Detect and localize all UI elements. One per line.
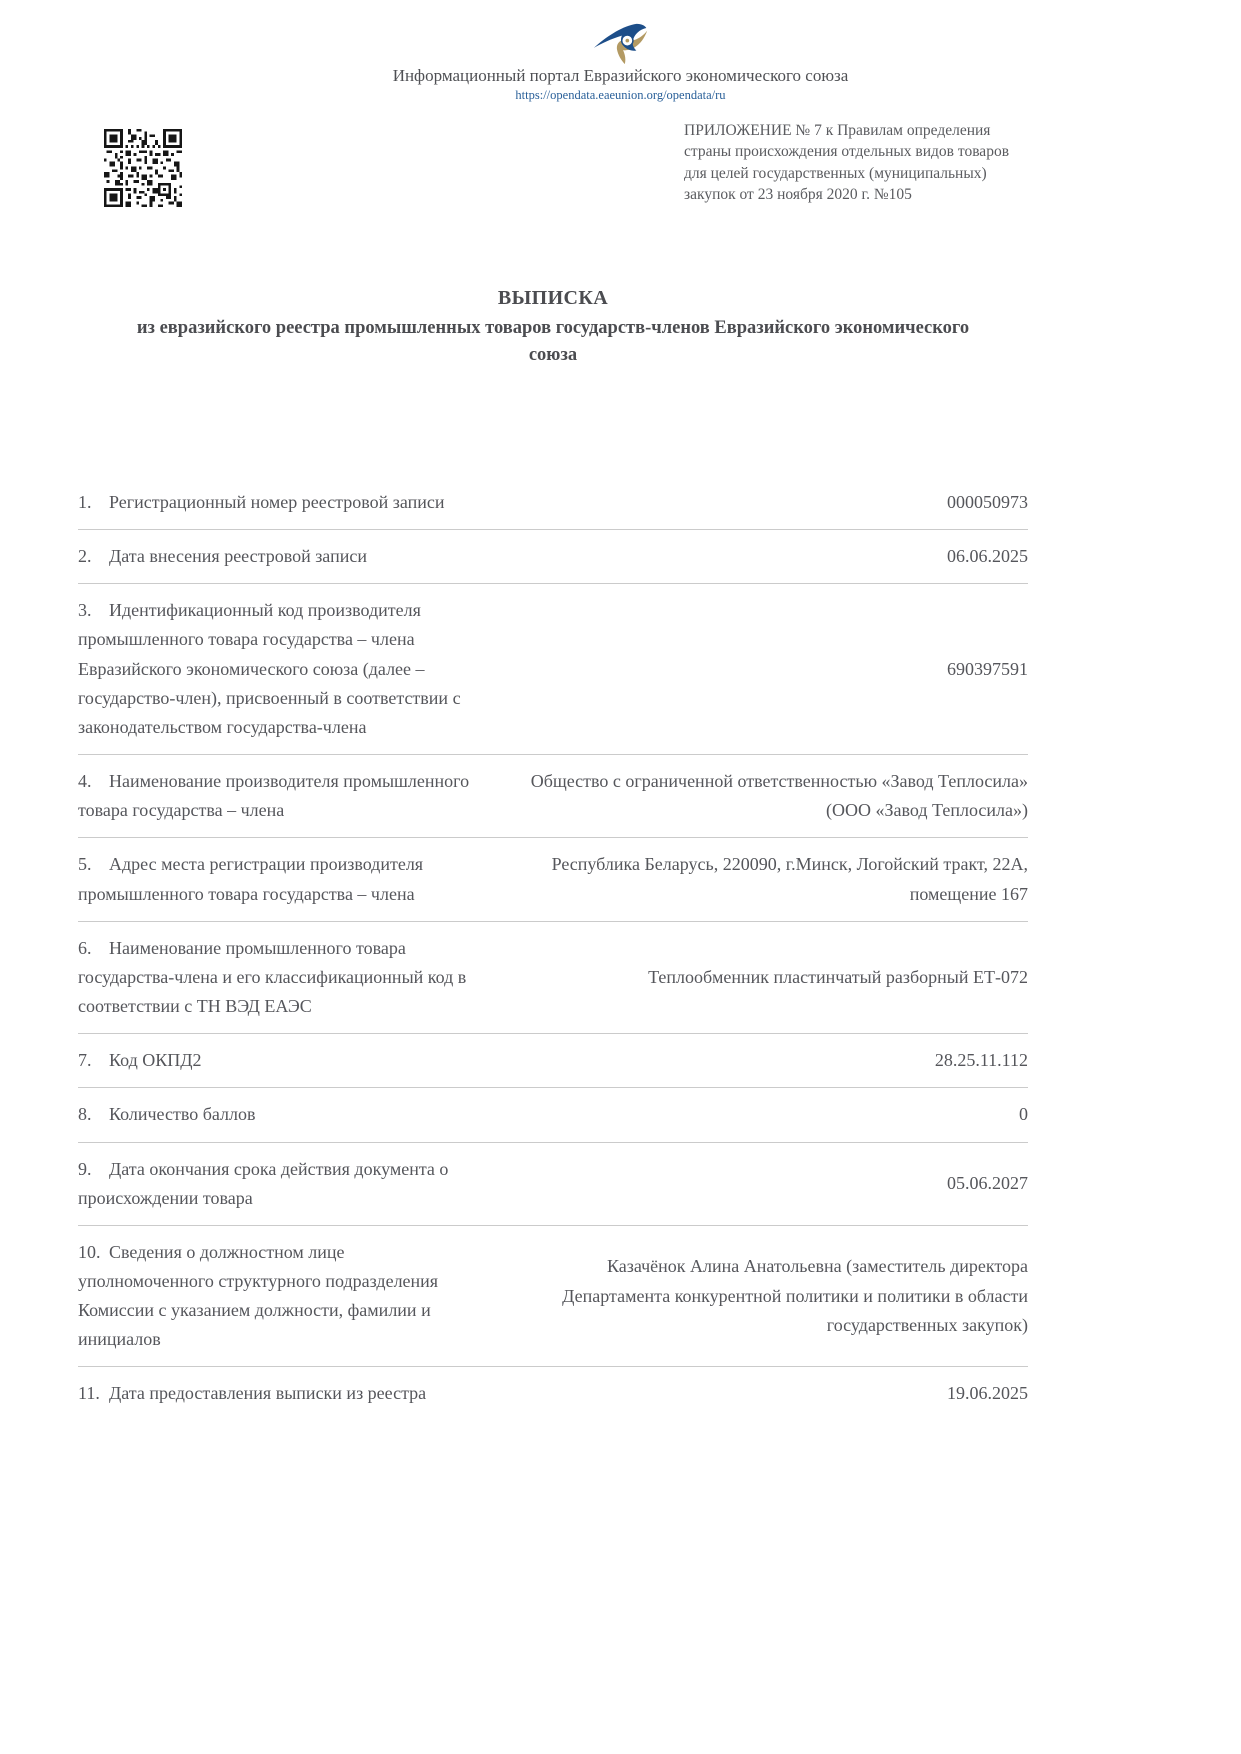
row-label-text: Дата окончания срока действия документа о происхождении товара (78, 1158, 449, 1208)
row-value: 0 (1019, 1104, 1028, 1125)
row-value: Казачёнок Алина Анатольевна (заместитель директора Департамента конкурентной политики и политики в области государственных закупок) (562, 1256, 1028, 1335)
table-row (78, 1226, 1028, 1368)
row-value: 06.06.2025 (947, 546, 1028, 567)
row-value: 000050973 (947, 492, 1028, 512)
row-value: 05.06.2027 (947, 1173, 1028, 1194)
appendix-note: ПРИЛОЖЕНИЕ № 7 к Правилам определения страны происхождения отдельных видов товаров для целей государственных (муниципальных) закупок от 23 ноября 2020 г. №105 (684, 122, 1010, 204)
table-row (78, 1367, 1028, 1420)
row-label-text: Наименование промышленного товара государства-члена и его классификационный код в соответствии с ТН ВЭД ЕАЭС (78, 937, 467, 1017)
table-row (78, 1034, 1028, 1088)
row-number: 11. (78, 1383, 100, 1404)
row-number: 4. (78, 771, 92, 792)
row-number: 7. (78, 1050, 92, 1071)
row-label-text: Регистрационный номер реестровой записи (109, 492, 445, 512)
table-row (78, 755, 1028, 838)
row-label-text: Сведения о должностном лице уполномоченного структурного подразделения Комиссии с указанием должности, фамилии и инициалов (78, 1241, 439, 1350)
row-label-text: Код ОКПД2 (109, 1050, 202, 1071)
row-label (78, 1238, 473, 1355)
row-number: 9. (78, 1158, 92, 1179)
brand-header (0, 18, 1241, 104)
row-label (78, 542, 473, 571)
row-number: 10. (78, 1241, 101, 1262)
row-value: Теплообменник пластинчатый разборный ЕТ-072 (648, 966, 1028, 987)
row-label-text: Наименование производителя промышленного товара государства – члена (78, 771, 470, 821)
row-label (78, 596, 473, 742)
row-label-text: Количество баллов (109, 1104, 256, 1125)
row-label-text: Идентификационный код производителя промышленного товара государства – члена Евразийского экономического союза (далее – государство-член), присвоенный в соответствии с законодательством государства-члена (78, 600, 461, 737)
row-label (78, 1379, 473, 1408)
row-label-text: Дата внесения реестровой записи (109, 546, 367, 567)
row-value: 690397591 (947, 658, 1028, 679)
row-value: 19.06.2025 (947, 1383, 1028, 1404)
row-number: 8. (78, 1104, 92, 1125)
portal-title: Информационный портал Евразийского экономического союза (392, 66, 849, 85)
row-label (78, 1046, 473, 1075)
row-value: Общество с ограниченной ответственностью «Завод Теплосила» (ООО «Завод Теплосила») (530, 771, 1028, 821)
row-label (78, 1100, 473, 1129)
row-number: 2. (78, 546, 92, 567)
document-title: ВЫПИСКА (497, 287, 609, 309)
document-subtitle: из евразийского реестра промышленных товаров государств-членов Евразийского экономического союза (136, 318, 970, 365)
row-label (78, 1155, 473, 1213)
row-label-text: Дата предоставления выписки из реестра (109, 1383, 427, 1404)
row-number: 6. (78, 937, 92, 958)
row-number: 3. (78, 600, 92, 621)
row-label (78, 767, 473, 825)
table-row (78, 584, 1028, 755)
table-row (78, 530, 1028, 584)
table-row (78, 838, 1028, 921)
row-label (78, 934, 473, 1021)
table-row (78, 1088, 1028, 1142)
eaeu-logo-icon (592, 18, 650, 65)
table-row (78, 476, 1028, 530)
table-row (78, 1143, 1028, 1226)
qr-code (104, 129, 182, 207)
table-row (78, 922, 1028, 1034)
row-label (78, 488, 473, 517)
registry-table (78, 476, 1028, 1421)
row-label (78, 850, 473, 908)
row-label-text: Адрес места регистрации производителя промышленного товара государства – члена (78, 854, 424, 904)
row-value: 28.25.11.112 (934, 1050, 1028, 1071)
row-number: 1. (78, 492, 92, 512)
row-number: 5. (78, 854, 92, 875)
document-title-block (78, 287, 1028, 369)
portal-url-link[interactable]: https://opendata.eaeunion.org/opendata/ru (515, 88, 726, 102)
row-value: Республика Беларусь, 220090, г.Минск, Логойский тракт, 22А, помещение 167 (551, 854, 1028, 904)
